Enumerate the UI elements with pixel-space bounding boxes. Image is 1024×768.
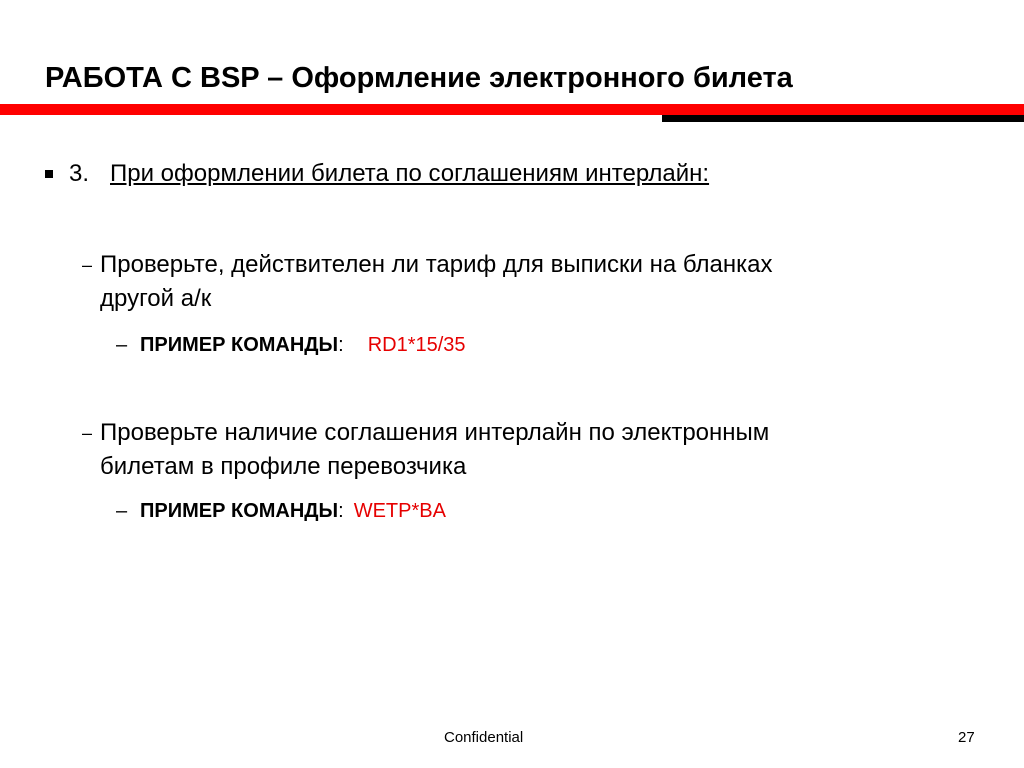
square-bullet-icon xyxy=(45,170,53,178)
example-label: ПРИМЕР КОМАНДЫ xyxy=(140,500,339,522)
item-2-example xyxy=(140,500,446,523)
example-colon: : xyxy=(338,334,344,356)
item-1-line-2: другой а/к xyxy=(100,285,212,312)
footer-confidential: Confidential xyxy=(444,729,524,746)
bullet-number: 3. xyxy=(69,160,90,187)
item-2-line-2: билетам в профиле перевозчика xyxy=(100,453,467,480)
item-1-example xyxy=(140,334,466,357)
slide-title: РАБОТА С BSP – Оформление электронного билета xyxy=(45,62,793,94)
dash-icon: – xyxy=(82,423,93,443)
example-command: RD1*15/35 xyxy=(367,334,466,356)
title-black-bar xyxy=(662,115,1024,122)
item-2-line-1: Проверьте наличие соглашения интерлайн по электронным xyxy=(100,419,770,446)
example-colon: : xyxy=(338,500,344,522)
dash-icon: – xyxy=(82,255,93,275)
dash-icon: – xyxy=(116,500,128,522)
example-label: ПРИМЕР КОМАНДЫ xyxy=(140,334,339,356)
title-red-bar xyxy=(0,104,1024,115)
footer-page-number: 27 xyxy=(958,729,975,746)
dash-icon: – xyxy=(116,334,128,356)
bullet-heading: При оформлении билета по соглашениям интерлайн: xyxy=(110,160,710,187)
item-1-line-1: Проверьте, действителен ли тариф для выписки на бланках xyxy=(100,251,773,278)
example-command: WETP*BA xyxy=(353,500,446,522)
